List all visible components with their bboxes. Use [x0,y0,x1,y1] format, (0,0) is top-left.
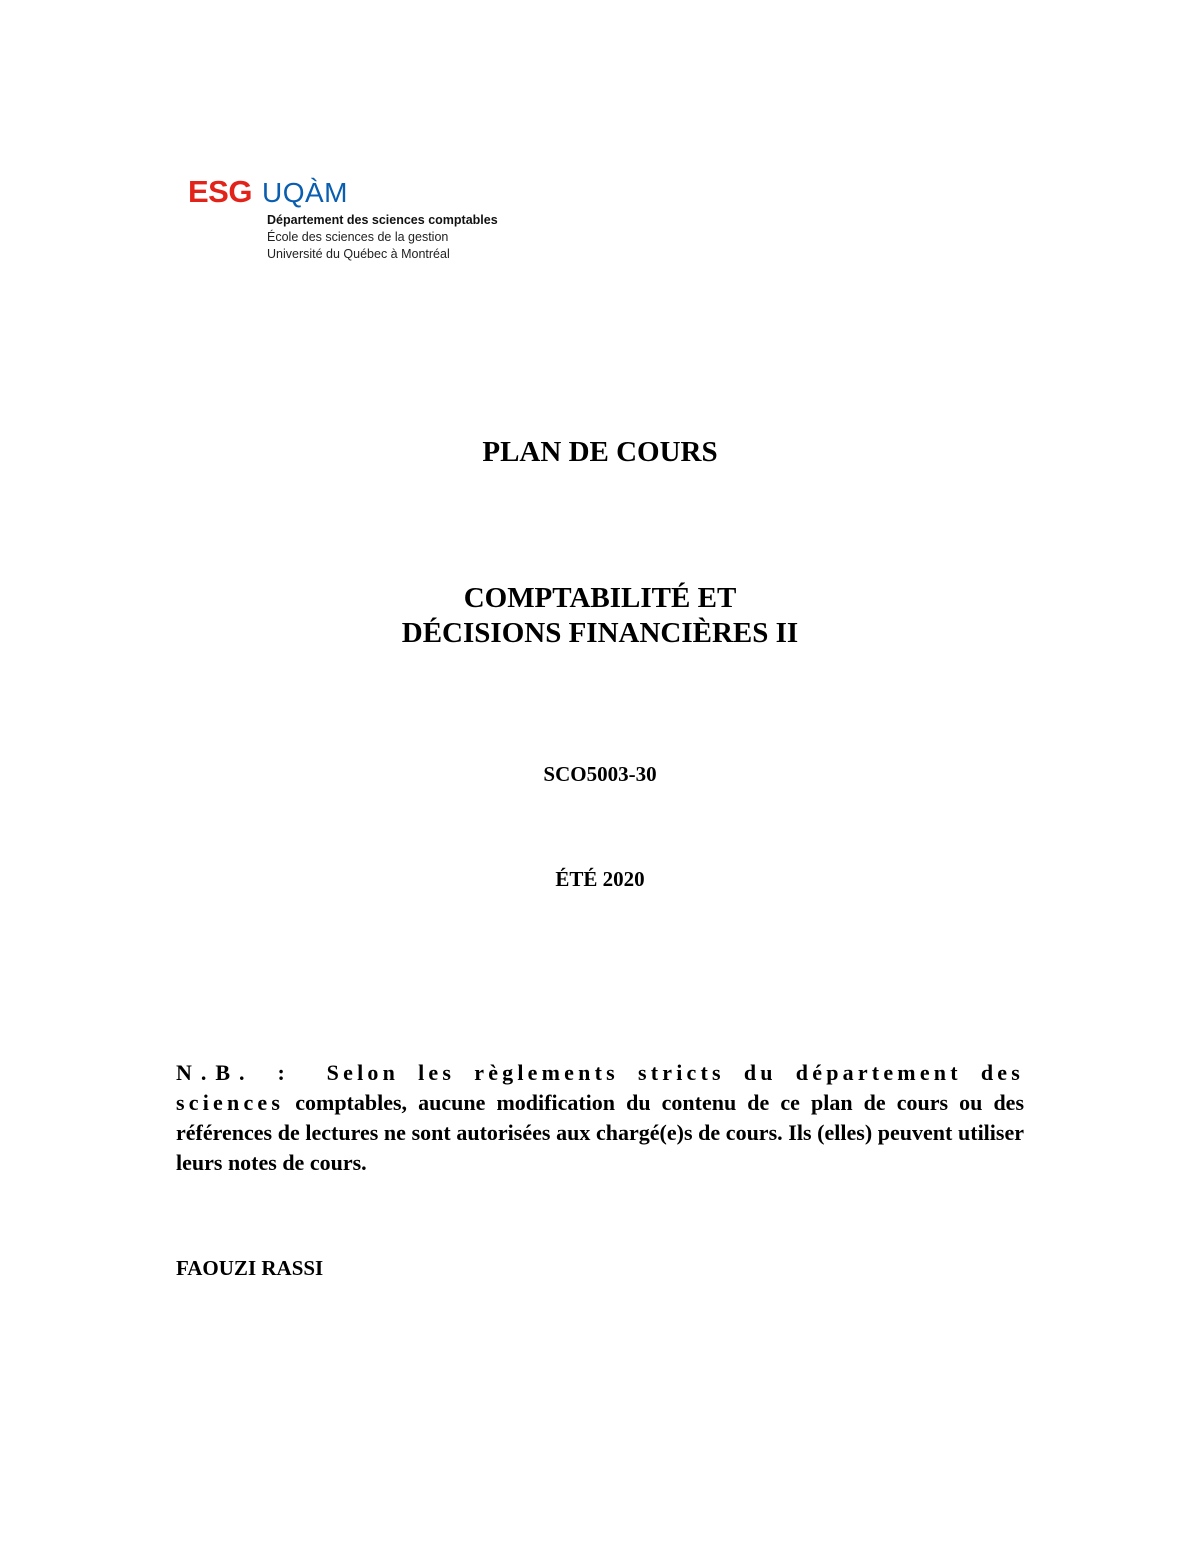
course-title-line-2: DÉCISIONS FINANCIÈRES II [401,617,799,649]
note-label: N.B. : [176,1060,294,1085]
course-title-line-1: COMPTABILITÉ ET [463,582,737,614]
course-title [0,581,1200,651]
logo-esg-text: ESG [188,174,252,209]
document-title: PLAN DE COURS [482,436,718,468]
logo-uqam-text: UQÀM [261,177,348,208]
course-code: SCO5003-30 [543,762,657,786]
author-name: FAOUZI RASSI [176,1256,324,1280]
logo-wordmark [188,174,508,212]
session: ÉTÉ 2020 [555,867,645,891]
note-body: comptables, aucune modification du contenu de ce plan de cours ou des références de lectures ne sont autorisées aux chargé(e)s de cours. Ils (elles) peuvent utiliser leurs notes de cours. [176,1090,1025,1175]
logo-university: Université du Québec à Montréal [267,247,450,261]
note-lead: Selon les règlements stricts du département des sciences [176,1060,1025,1115]
department-note [176,1058,1024,1178]
esg-uqam-logo [188,174,508,263]
logo-school: École des sciences de la gestion [267,230,449,244]
logo-department: Département des sciences comptables [267,213,498,227]
